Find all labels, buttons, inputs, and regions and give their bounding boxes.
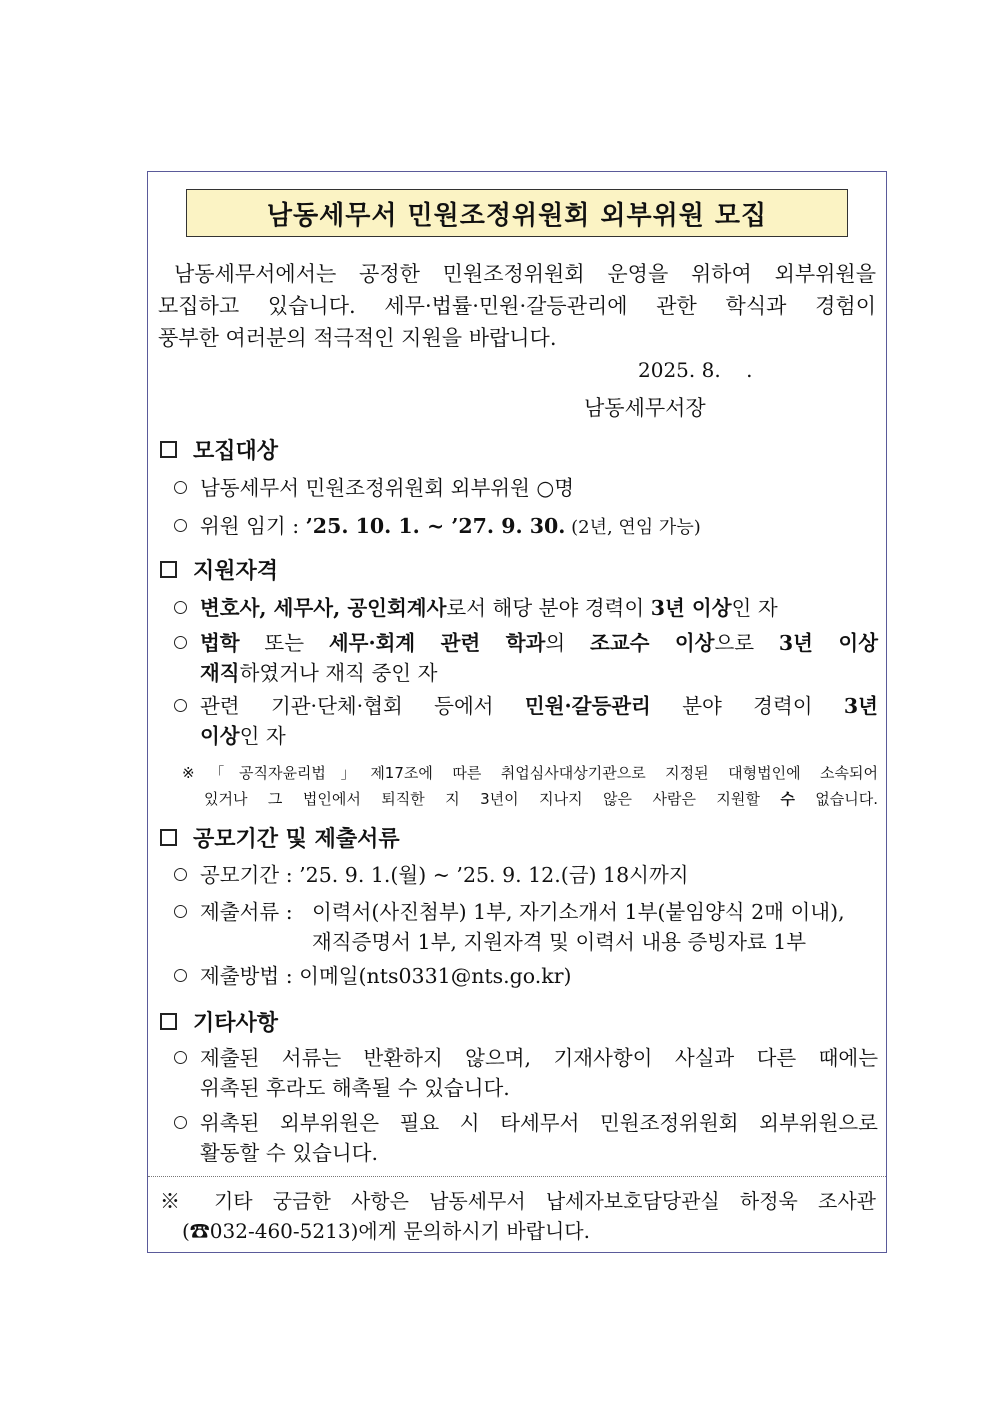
section-heading: 모집대상	[193, 438, 279, 464]
circle-bullet-icon	[174, 1116, 187, 1129]
signer: 남동세무서장	[584, 396, 706, 420]
checkbox-square-icon	[160, 561, 177, 578]
circle-bullet-icon	[174, 519, 187, 532]
section-heading: 기타사항	[193, 1010, 279, 1036]
checkbox-square-icon	[160, 441, 177, 458]
list-item: 위원 임기 : ’25. 10. 1. ~ ’27. 9. 30. (2년, 연임 가능)	[174, 511, 878, 543]
divider	[148, 1176, 886, 1177]
contact-info: ※ 기타 궁금한 사항은 남동세무서 납세자보호담당관실 하정욱 조사관 (☎032-460-5213)에게 문의하시기 바랍니다.	[160, 1189, 876, 1243]
circle-bullet-icon	[174, 969, 187, 982]
section-period-documents	[160, 822, 400, 853]
section-recruitment-target	[160, 434, 278, 465]
term-period: ’25. 10. 1. ~ ’27. 9. 30.	[305, 514, 566, 538]
list-item: 관련 기관·단체·협회 등에서 민원·갈등관리 분야 경력이 3년 이상인 자	[174, 691, 878, 751]
circle-bullet-icon	[174, 636, 187, 649]
list-item: 위촉된 외부위원은 필요 시 타세무서 민원조정위원회 외부위원으로 활동할 수 있습니다.	[174, 1108, 878, 1168]
section-heading: 지원자격	[193, 558, 279, 584]
list-item: 변호사, 세무사, 공인회계사로서 해당 분야 경력이 3년 이상인 자	[174, 593, 878, 623]
list-item: 남동세무서 민원조정위원회 외부위원 ○명	[174, 473, 878, 503]
checkbox-square-icon	[160, 829, 177, 846]
issue-date: 2025. 8. .	[638, 358, 753, 382]
checkbox-square-icon	[160, 1013, 177, 1030]
circle-bullet-icon	[174, 699, 187, 712]
circle-bullet-icon	[174, 868, 187, 881]
list-item: 공모기간 : ’25. 9. 1.(월) ~ ’25. 9. 12.(금) 18시까지	[174, 860, 878, 890]
circle-bullet-icon	[174, 905, 187, 918]
intro-paragraph	[158, 258, 876, 354]
intro-line-3: 풍부한 여러분의 적극적인 지원을 바랍니다.	[158, 326, 557, 350]
section-heading: 공모기간 및 제출서류	[193, 826, 400, 852]
section-other-matters	[160, 1006, 278, 1037]
circle-bullet-icon	[174, 481, 187, 494]
circle-bullet-icon	[174, 1051, 187, 1064]
list-item: 제출서류 :이력서(사진첨부) 1부, 자기소개서 1부(붙임양식 2매 이내), 재직증명서 1부, 지원자격 및 이력서 내용 증빙자료 1부	[174, 897, 878, 957]
page-title: 남동세무서 민원조정위원회 외부위원 모집	[186, 189, 848, 237]
list-item: 제출방법 : 이메일(nts0331@nts.go.kr)	[174, 961, 878, 991]
list-item: 제출된 서류는 반환하지 않으며, 기재사항이 사실과 다른 때에는 위촉된 후라도 해촉될 수 있습니다.	[174, 1043, 878, 1103]
intro-line-2: 모집하고 있습니다. 세무·법률·민원·갈등관리에 관한 학식과 경험이	[158, 294, 876, 318]
list-item: 법학 또는 세무·회계 관련 학과의 조교수 이상으로 3년 이상 재직하였거나 재직 중인 자	[174, 628, 878, 688]
notice-frame	[147, 171, 887, 1253]
intro-line-1: 남동세무서에서는 공정한 민원조정위원회 운영을 위하여 외부위원을	[174, 262, 876, 286]
section-qualifications	[160, 554, 278, 585]
disqualification-note: ※「공직자윤리법」제17조에 따른 취업심사대상기관으로 지정된 대형법인에 소속되어 있거나 그 법인에서 퇴직한 지 3년이 지나지 않은 사람은 지원할 수 없습니다.	[182, 764, 878, 808]
circle-bullet-icon	[174, 601, 187, 614]
